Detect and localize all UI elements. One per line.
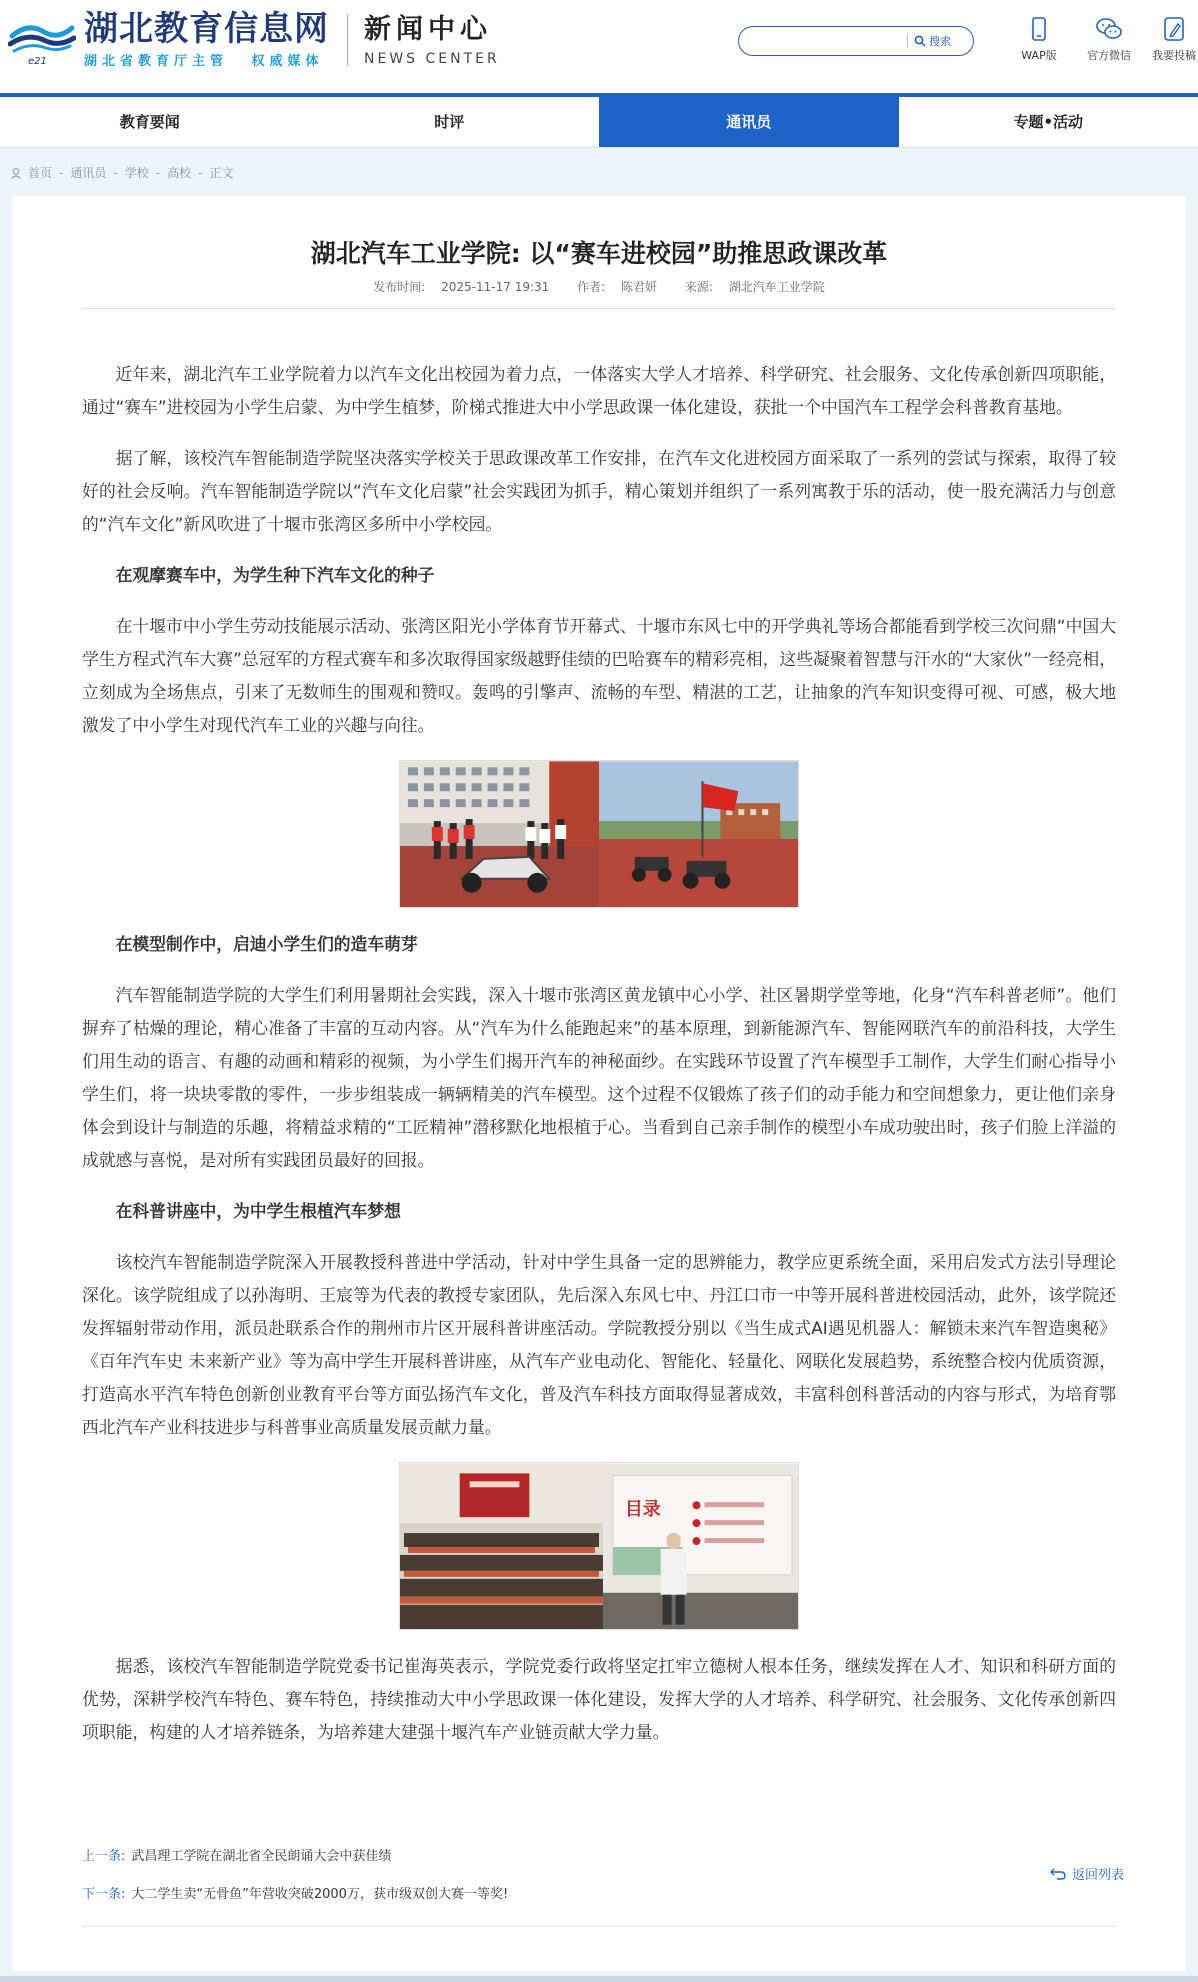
figure-racing-cars [82,760,1116,908]
logo-divider [347,14,348,66]
title-divider [82,308,1116,309]
section-heading-1: 在观摩赛车中，为学生种下汽车文化的种子 [115,565,435,585]
main-nav [0,97,1198,148]
next-label: 下一条: [82,1887,126,1902]
paragraph-3: 在十堰市中小学生劳动技能展示活动、张湾区阳光小学体育节开幕式、十堰市东风七中的开学典礼等场合都能看到学校三次问鼎“中国大学生方程式汽车大赛”总冠军的方程式赛车和多次取得国家级越野佳绩的巴哈赛车的精彩亮相，这些凝聚着智慧与汗水的“大家伙”一经亮相，立刻成为全场焦点，引来了无数师生的围观和赞叹。轰鸣的引擎声、流畅的车型、精湛的工艺，让抽象的汽车知识变得可视、可感，极大地激发了中小学生对现代汽车工业的兴趣与向往。 [82,616,1116,735]
wap-label: WAP版 [1021,49,1057,62]
submit-article-link[interactable] [1144,16,1198,63]
breadcrumb-correspondent[interactable]: 通讯员 [70,166,107,180]
wechat-link[interactable] [1074,16,1144,63]
paragraph-6: 据悉，该校汽车智能制造学院党委书记崔海英表示，学院党委行政将坚定扛牢立德树人根本任务，继续发挥在人才、知识和科研方面的优势，深耕学校汽车特色、赛车特色，持续推动大中小学思政课一体化建设，发挥大学的人才培养、科学研究、社会服务、文化传承创新四项职能，构建的人才培养链条，为培养建大建强十堰汽车产业链贡献大学力量。 [82,1656,1116,1742]
logo-title: 湖北教育信息网 [84,9,329,49]
prev-next-links [82,1838,508,1914]
paragraph-1: 近年来，湖北汽车工业学院着力以汽车文化出校园为着力点，一体落实大学人才培养、科学研究、社会服务、文化传承创新四项职能，通过“赛车”进校园为小学生启蒙、为中学生植梦，阶梯式推进大中小学思政课一体化建设，获批一个中国汽车工程学会科普教育基地。 [82,364,1116,417]
section-heading-2: 在模型制作中，启迪小学生们的造车萌芽 [115,934,418,954]
submit-label: 我要投稿 [1152,49,1196,62]
pen-icon [1161,16,1187,42]
logo-sub-left: 湖北省教育厅主管 [84,54,229,69]
return-arrow-icon [1050,1868,1066,1880]
prev-label: 上一条: [82,1849,126,1864]
article-body [82,358,1116,1767]
logo-sub-right: 权威媒体 [251,54,324,69]
photo-racing-cars [399,760,799,908]
paragraph-4: 汽车智能制造学院的大学生们利用暑期社会实践，深入十堰市张湾区黄龙镇中心小学、社区暑期学堂等地，化身“汽车科普老师”。他们摒弃了枯燥的理论，精心准备了丰富的互动内容。从“汽车为什么能跑起来”的基本原理，到新能源汽车、智能网联汽车的前沿科技，大学生们用生动的语言、有趣的动画和精彩的视频，为小学生们揭开汽车的神秘面纱。在实践环节设置了汽车模型手工制作，大学生们耐心指导小学生们，将一块块零散的零件，一步步组装成一辆辆精美的汽车模型。这个过程不仅锻炼了孩子们的动手能力和空间想象力，更让他们亲身体会到设计与制造的乐趣，将精益求精的“工匠精神”潜移默化地根植于心。当看到自己亲手制作的模型小车成功驶出时，孩子们脸上洋溢的成就感与喜悦，是对所有实践团员最好的回报。 [82,985,1116,1170]
nav-item-correspondent[interactable]: 通讯员 [599,97,899,147]
breadcrumb: 首页 - 通讯员 - 学校 - 高校 - 正文 [10,164,240,181]
paragraph-2: 据了解，该校汽车智能制造学院坚决落实学校关于思政课改革工作安排，在汽车文化进校园方面采取了一系列的尝试与探索，取得了较好的社会反响。汽车智能制造学院以“汽车文化启蒙”社会实践团为抓手，精心策划并组织了一系列寓教于乐的活动，使一股充满活力与创意的“汽车文化”新风吹进了十堰市张湾区多所中小学校园。 [82,448,1116,534]
article-panel [12,196,1186,1971]
wap-link[interactable] [1004,16,1074,63]
slide-title: 目录 [624,1499,661,1521]
nav-item-topics-events[interactable]: 专题•活动 [1013,113,1084,131]
logo-mark-text: e21 [28,55,47,66]
search-icon [914,35,926,47]
next-article-link[interactable]: 大二学生卖“无骨鱼”年营收突破2000万，获市级双创大赛一等奖! [131,1887,509,1902]
breadcrumb-current: 正文 [209,166,234,180]
news-center-subtitle: NEWS CENTER [364,50,500,67]
publish-time: 2025-11-17 19:31 [441,280,550,294]
nav-item-education-news[interactable]: 教育要闻 [119,113,180,131]
publish-label: 发布时间: [373,280,426,294]
logo-wave-icon [8,14,76,66]
site-header [0,0,1198,94]
article-title: 湖北汽车工业学院: 以“赛车进校园”助推思政课改革 [310,239,888,268]
breadcrumb-school[interactable]: 学校 [124,166,149,180]
wechat-icon [1095,16,1123,42]
location-icon [10,167,22,179]
search-button-label: 搜索 [929,35,951,48]
photo-lectures [399,1462,799,1630]
search-input[interactable] [753,32,907,52]
header-tools [1004,16,1198,63]
news-center-title: 新闻中心 [364,13,492,45]
wechat-label: 官方微信 [1087,49,1131,62]
paragraph-5: 该校汽车智能制造学院深入开展教授科普进中学活动，针对中学生具备一定的思辨能力，教学应更系统全面，采用启发式方法引导理论深化。该学院组成了以孙海明、王宸等为代表的教授专家团队，先后深入东风七中、丹江口市一中等开展科普进校园活动，此外，该学院还发挥辐射带动作用，派员赴联系合作的荆州市片区开展科普讲座活动。学院教授分别以《当生成式AI遇见机器人：解锁未来汽车智造奥秘》《百年汽车史 未来新产业》等为高中学生开展科普讲座，从汽车产业电动化、智能化、轻量化、网联化发展趋势，系统整合校内优质资源，打造高水平汽车特色创新创业教育平台等方面弘扬汽车文化，普及汽车科技方面取得显著成效，丰富科创科普活动的内容与形式，为培育鄂西北汽车产业科技进步与科普事业高质量发展贡献力量。 [82,1252,1116,1437]
prev-article-link[interactable]: 武昌理工学院在湖北省全民朗诵大会中获佳绩 [131,1849,392,1864]
site-logo[interactable] [8,10,500,69]
breadcrumb-home[interactable]: 首页 [28,166,53,180]
breadcrumb-university[interactable]: 高校 [167,166,192,180]
source-name: 湖北汽车工业学院 [728,280,825,294]
nav-item-commentary[interactable]: 时评 [434,113,465,131]
author-label: 作者: [577,280,606,294]
search-box [738,26,974,56]
search-button[interactable] [907,34,951,48]
next-article [82,1876,508,1914]
back-to-list-button[interactable] [1050,1864,1124,1883]
section-heading-3: 在科普讲座中，为中学生根植汽车梦想 [115,1201,401,1221]
source-label: 来源: [684,280,713,294]
mobile-icon [1026,16,1052,42]
figure-lectures [82,1462,1116,1630]
author-name: 陈君妍 [620,280,657,294]
article-meta [12,278,1186,295]
prev-article [82,1838,508,1876]
back-to-list-label: 返回列表 [1072,1868,1125,1883]
page-bottom-bar [0,1976,1198,1982]
footer-divider [82,1926,1116,1927]
